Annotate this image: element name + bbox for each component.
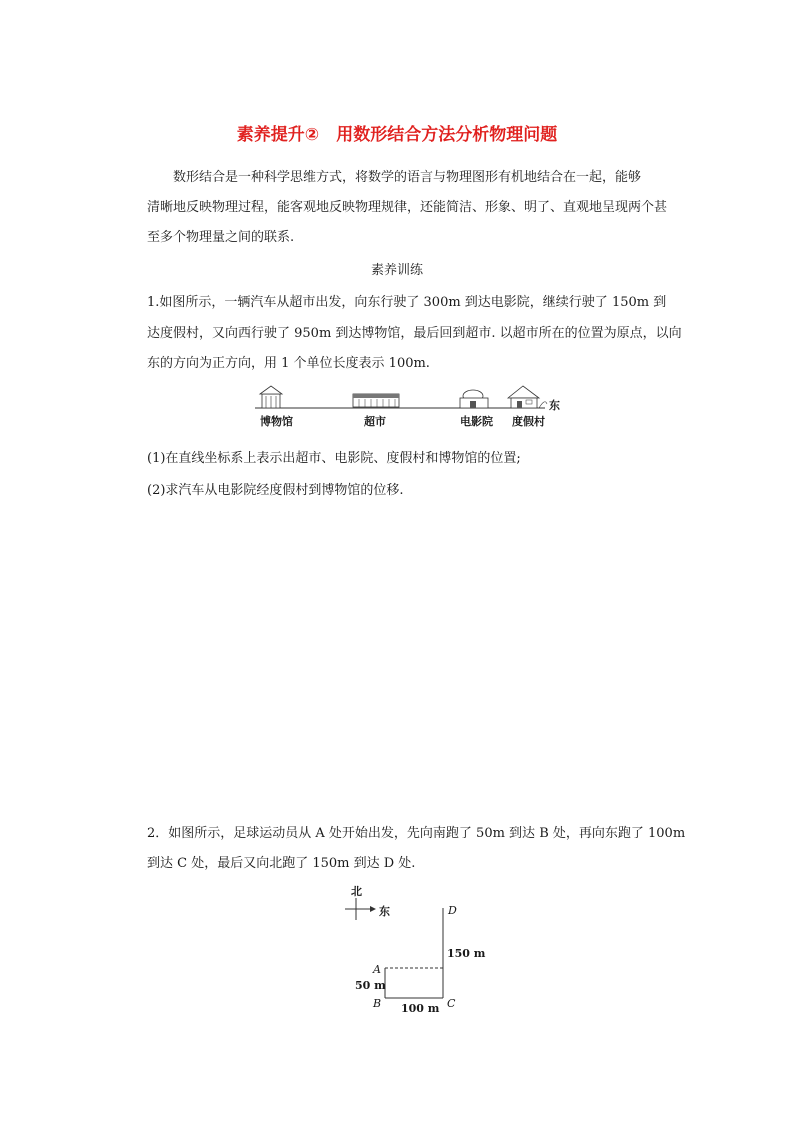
intro-line-3: 至多个物理量之间的联系. — [147, 230, 295, 245]
q1-line-2: 达度假村，又向西行驶了 950m 到达博物馆，最后回到超市. 以超市所在的位置为原点，以向 — [147, 326, 682, 341]
label-cinema: 电影院 — [460, 415, 493, 428]
point-C: C — [447, 997, 456, 1010]
label-supermarket: 超市 — [364, 415, 386, 428]
label-east: 东 — [549, 399, 560, 412]
intro-line-1: 数形结合是一种科学思维方式，将数学的语言与物理图形有机地结合在一起，能够 — [173, 170, 642, 185]
q2-line-1: 2．如图所示，足球运动员从 A 处开始出发，先向南跑了 50m 到达 B 处，再向东跑了 100m — [147, 826, 686, 841]
section-title: 素养训练 — [370, 263, 423, 278]
museum-icon — [260, 386, 282, 408]
cinema-icon — [460, 390, 488, 408]
label-east-2: 东 — [379, 905, 390, 918]
q1-subquestion-1: (1)在直线坐标系上表示出超市、电影院、度假村和博物馆的位置; — [147, 451, 521, 466]
point-B: B — [373, 997, 382, 1010]
intro-line-2: 清晰地反映物理过程，能客观地反映物理规律，还能简洁、形象、明了、直观地呈现两个甚 — [147, 200, 668, 215]
resort-icon — [508, 386, 547, 408]
label-100m: 100 m — [401, 1002, 440, 1015]
q2-line-2: 到达 C 处，最后又向北跑了 150m 到达 D 处. — [147, 856, 416, 871]
label-resort: 度假村 — [512, 415, 545, 428]
page-title: 素养提升② 用数形结合方法分析物理问题 — [236, 125, 558, 145]
point-D: D — [448, 904, 457, 917]
label-museum: 博物馆 — [260, 415, 293, 428]
label-150m: 150 m — [447, 947, 486, 960]
label-50m: 50 m — [355, 979, 386, 992]
compass-arrow-icon — [370, 906, 376, 912]
supermarket-icon — [353, 394, 399, 407]
label-north: 北 — [351, 885, 362, 898]
q1-subquestion-2: (2)求汽车从电影院经度假村到博物馆的位移. — [147, 483, 404, 498]
q1-line-1: 1.如图所示，一辆汽车从超市出发，向东行驶了 300m 到达电影院，继续行驶了 150m 到 — [147, 295, 667, 310]
q1-line-3: 东的方向为正方向，用 1 个单位长度表示 100m. — [147, 356, 430, 371]
point-A: A — [373, 963, 381, 976]
